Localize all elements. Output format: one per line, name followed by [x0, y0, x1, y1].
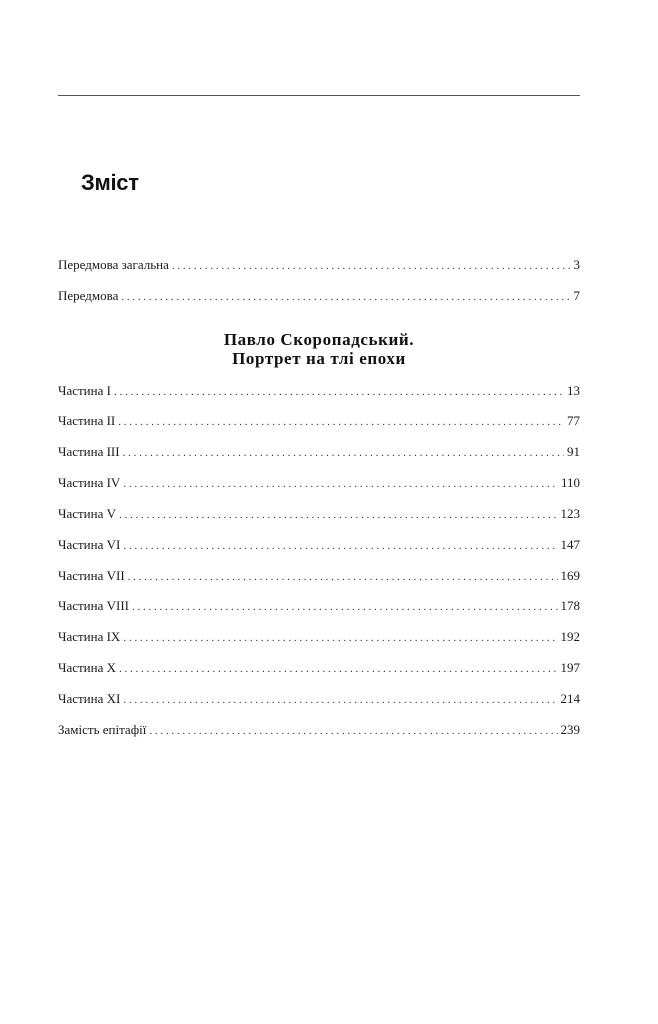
- page-title: Зміст: [81, 170, 139, 195]
- dot-leader: [123, 690, 557, 710]
- toc-entry-label: Частина XI: [58, 691, 121, 706]
- dot-leader: [118, 412, 564, 432]
- toc-entry: [58, 566, 580, 586]
- toc-entry: [58, 689, 580, 709]
- toc-entry: [58, 286, 580, 306]
- section-heading-line: Павло Скоропадський.: [223, 330, 415, 349]
- toc-entry-label: Передмова: [58, 288, 119, 303]
- dot-leader: [132, 597, 558, 617]
- toc-entry-label: Частина III: [58, 444, 120, 459]
- toc-entry-label: Частина VI: [58, 537, 121, 552]
- toc-entry-label: Частина VII: [58, 568, 125, 583]
- toc-entry-page: 178: [560, 598, 580, 613]
- toc-entry-label: Частина VIII: [58, 598, 129, 613]
- toc-entry-label: Частина X: [58, 660, 116, 675]
- toc-entry: [58, 596, 580, 616]
- section-heading: [58, 330, 580, 368]
- toc-entry-label: Замість епітафії: [58, 722, 147, 737]
- toc-entry-page: 77: [567, 413, 580, 428]
- toc-entry: [58, 504, 580, 524]
- dot-leader: [172, 256, 571, 276]
- header-rule: [58, 95, 580, 96]
- toc-entry-page: 239: [560, 722, 580, 737]
- dot-leader: [128, 567, 558, 587]
- toc-entry: [58, 255, 580, 275]
- toc-entry: [58, 381, 580, 401]
- dot-leader: [149, 721, 557, 741]
- section-heading-line: Портрет на тлі епохи: [232, 349, 406, 368]
- toc-entry-label: Частина II: [58, 413, 116, 428]
- toc-entry-page: 91: [567, 444, 580, 459]
- toc-entry-page: 110: [560, 475, 580, 490]
- toc-entry-page: 7: [573, 288, 580, 303]
- toc-entry: [58, 658, 580, 678]
- toc-entry-page: 197: [560, 660, 580, 675]
- toc-entry-page: 169: [560, 568, 580, 583]
- toc-entry-page: 3: [573, 257, 580, 272]
- toc-entry-page: 123: [560, 506, 580, 521]
- toc-entry: [58, 473, 580, 493]
- dot-leader: [123, 474, 558, 494]
- dot-leader: [121, 287, 570, 307]
- toc-entry: [58, 627, 580, 647]
- toc-entry-page: 13: [567, 383, 580, 398]
- toc-entry-page: 192: [560, 629, 580, 644]
- toc-entry: [58, 411, 580, 431]
- dot-leader: [119, 659, 558, 679]
- toc-entry-label: Частина IX: [58, 629, 121, 644]
- dot-leader: [123, 628, 557, 648]
- toc-entry-label: Передмова загальна: [58, 257, 169, 272]
- toc-entry: [58, 720, 580, 740]
- toc-entry: [58, 535, 580, 555]
- toc-entry-label: Частина I: [58, 383, 111, 398]
- toc-entry-page: 147: [560, 537, 580, 552]
- toc-entry-label: Частина IV: [58, 475, 121, 490]
- dot-leader: [114, 382, 564, 402]
- dot-leader: [119, 505, 558, 525]
- toc-entry-page: 214: [560, 691, 580, 706]
- toc-entry-label: Частина V: [58, 506, 116, 521]
- toc-entry: [58, 442, 580, 462]
- dot-leader: [123, 443, 564, 463]
- dot-leader: [123, 536, 557, 556]
